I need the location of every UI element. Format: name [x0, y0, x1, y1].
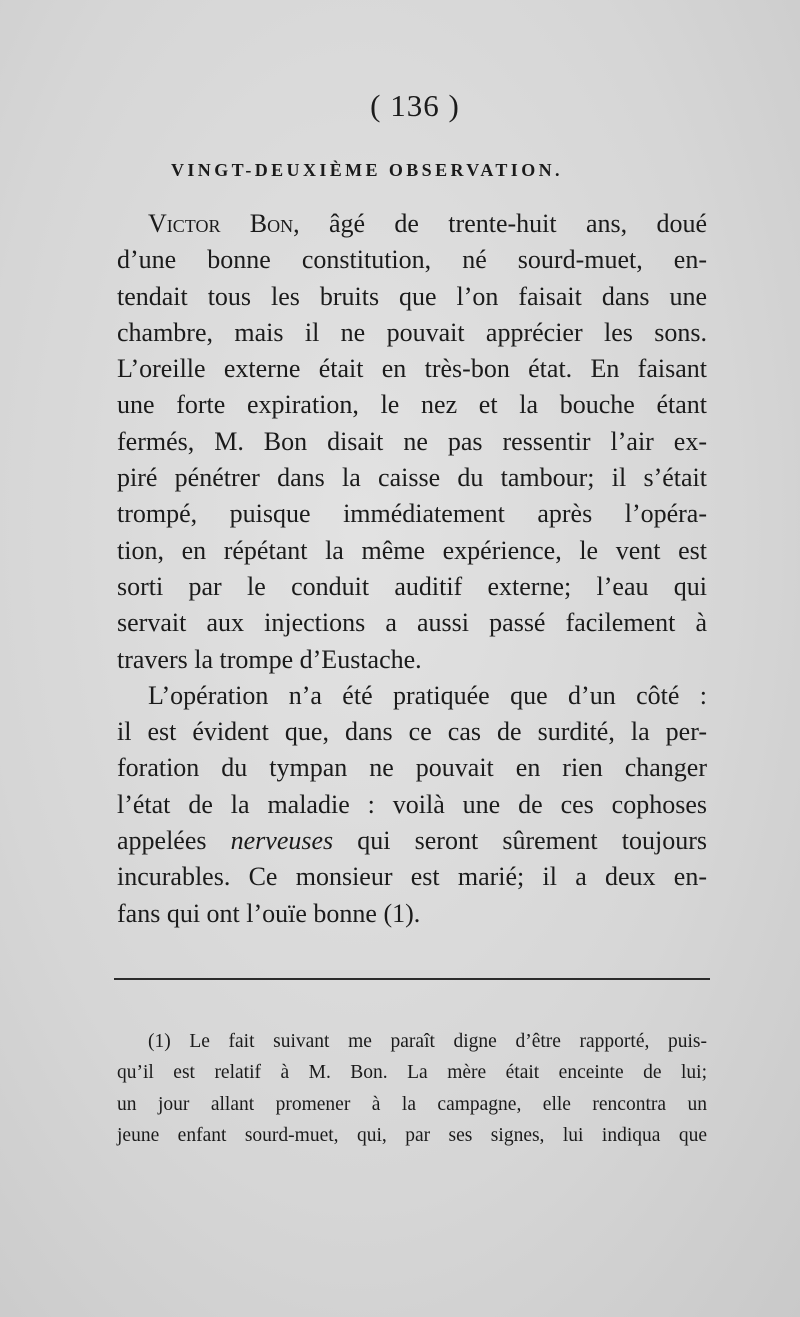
text-line: fans qui ont l’ouïe bonne (1).: [117, 898, 421, 928]
text-line: appelées nerveuses qui seront sûrement toujours: [117, 826, 707, 856]
footnote-line: jeune enfant sourd-muet, qui, par ses signes, lui indiqua que: [117, 1125, 707, 1147]
text-line: tion, en répétant la même expérience, le vent est: [117, 535, 707, 565]
text-line: Victor Bon, âgé de trente-huit ans, doué: [148, 209, 707, 238]
text-line: une forte expiration, le nez et la bouche étant: [117, 390, 707, 420]
italic-word: nerveuses: [230, 826, 334, 856]
footnote-rule: [114, 978, 710, 980]
text-line: d’une bonne constitution, né sourd-muet, en-: [117, 245, 707, 275]
text-line: L’oreille externe était en très-bon état. En faisant: [117, 354, 707, 384]
text-line: piré pénétrer dans la caisse du tambour; il s’était: [117, 463, 707, 493]
text-line: L’opération n’a été pratiquée que d’un côté :: [148, 680, 707, 710]
text-line: servait aux injections a aussi passé facilement à: [117, 608, 707, 638]
footnote-line: un jour allant promener à la campagne, elle rencontra un: [117, 1093, 707, 1115]
observation-heading: VINGT-DEUXIÈME OBSERVATION.: [171, 160, 563, 180]
text-line: tendait tous les bruits que l’on faisait dans une: [117, 281, 707, 311]
text-line: incurables. Ce monsieur est marié; il a deux en-: [117, 862, 707, 892]
text-line: trompé, puisque immédiatement après l’opéra-: [117, 499, 707, 529]
text-line: fermés, M. Bon disait ne pas ressentir l’air ex-: [117, 426, 707, 456]
footnote: [117, 1026, 707, 1152]
text-line: chambre, mais il ne pouvait apprécier les sons.: [117, 317, 707, 347]
text-line: l’état de la maladie : voilà une de ces cophoses: [117, 789, 707, 819]
body-text: [117, 206, 707, 932]
name-small-caps: Victor Bon: [148, 209, 294, 238]
text-line: il est évident que, dans ce cas de surdité, la per-: [117, 717, 707, 747]
text-line: foration du tympan ne pouvait en rien changer: [117, 753, 707, 783]
text-line: travers la trompe d’Eustache.: [117, 644, 422, 674]
text-line: sorti par le conduit auditif externe; l’eau qui: [117, 571, 707, 601]
page-number: ( 136 ): [370, 88, 460, 123]
footnote-line: qu’il est relatif à M. Bon. La mère était enceinte de lui;: [117, 1062, 707, 1084]
footnote-line: (1) Le fait suivant me paraît digne d’être rapporté, puis-: [148, 1031, 707, 1052]
